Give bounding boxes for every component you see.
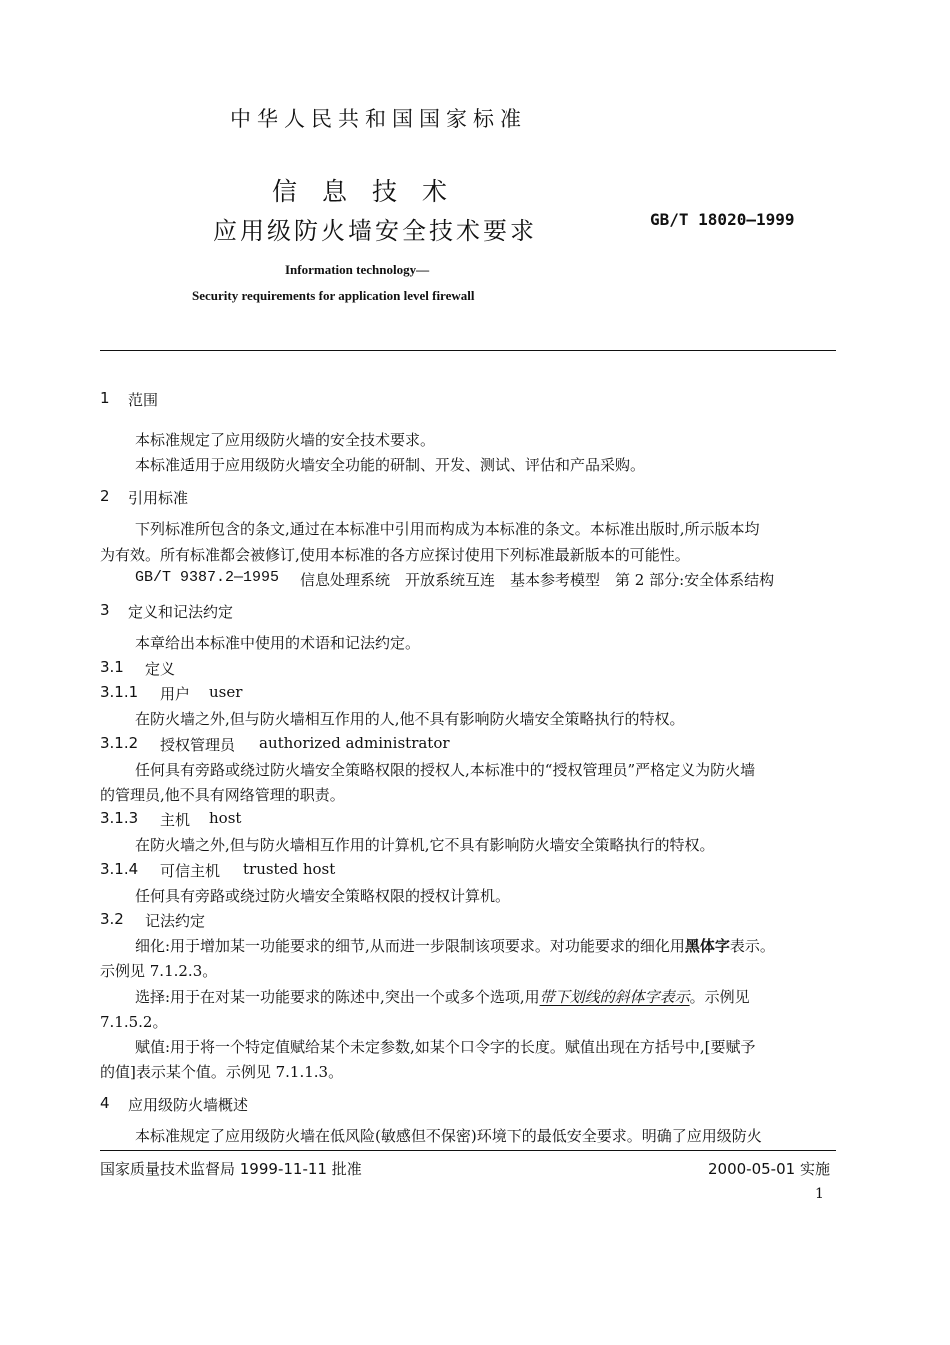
assignment-line-2: 的值]表示某个值。示例见 7.1.1.3。 xyxy=(100,1063,344,1081)
national-standard-heading: 中华人民共和国国家标准 xyxy=(230,107,527,131)
refinement-text: 细化:用于增加某一功能要求的细节,从而进一步限制该项要求。对功能要求的细化用 xyxy=(135,937,685,955)
section-2-paragraph-line-1: 下列标准所包含的条文,通过在本标准中引用而构成为本标准的条文。本标准出版时,所示版本均 xyxy=(135,520,760,538)
term-authorized-administrator-definition-line-1: 任何具有旁路或绕过防火墙安全策略权限的授权人,本标准中的“授权管理员”严格定义为防火墙 xyxy=(135,761,756,779)
header-divider xyxy=(100,350,836,351)
selection-line-1 xyxy=(135,986,750,1007)
refinement-text-end: 表示。 xyxy=(729,937,775,955)
term-host-english: host xyxy=(209,809,242,827)
title-line-2: 应用级防火墙安全技术要求 xyxy=(213,217,537,245)
refinement-bold-term: 黑体字 xyxy=(684,937,730,955)
assignment-line-1: 赋值:用于将一个特定值赋给某个未定参数,如某个口令字的长度。赋值出现在方括号中,[要赋予 xyxy=(135,1038,756,1056)
section-3-1-number: 3.1 xyxy=(100,658,124,676)
term-trusted-host-english: trusted host xyxy=(243,860,336,878)
selection-text: 选择:用于在对某一功能要求的陈述中,突出一个或多个选项,用 xyxy=(135,988,540,1006)
standard-code: GB/T 18020—1999 xyxy=(650,210,795,229)
section-3-1-2-number: 3.1.2 xyxy=(100,734,139,752)
section-4-paragraph: 本标准规定了应用级防火墙在低风险(敏感但不保密)环境下的最低安全要求。明确了应用级防火 xyxy=(135,1127,762,1145)
section-1-number: 1 xyxy=(100,389,110,407)
section-2-title: 引用标准 xyxy=(128,489,189,507)
section-3-intro: 本章给出本标准中使用的术语和记法约定。 xyxy=(135,634,421,652)
term-host-definition: 在防火墙之外,但与防火墙相互作用的计算机,它不具有影响防火墙安全策略执行的特权。 xyxy=(135,836,715,854)
section-1-paragraph-1: 本标准规定了应用级防火墙的安全技术要求。 xyxy=(135,431,436,449)
section-3-number: 3 xyxy=(100,601,110,619)
section-4-title: 应用级防火墙概述 xyxy=(128,1096,249,1114)
section-3-title: 定义和记法约定 xyxy=(128,603,234,621)
selection-text-end: 。示例见 xyxy=(689,988,750,1006)
term-host: 主机 xyxy=(160,811,191,829)
footer-divider xyxy=(100,1150,836,1151)
reference-standard-title: 信息处理系统 开放系统互连 基本参考模型 第 2 部分:安全体系结构 xyxy=(300,571,775,589)
term-user: 用户 xyxy=(160,685,191,703)
section-2-number: 2 xyxy=(100,487,110,505)
term-authorized-administrator-definition-line-2: 的管理员,他不具有网络管理的职责。 xyxy=(100,786,345,804)
section-3-2-title: 记法约定 xyxy=(145,912,206,930)
term-trusted-host: 可信主机 xyxy=(160,862,221,880)
section-3-1-title: 定义 xyxy=(145,660,176,678)
section-1-paragraph-2: 本标准适用于应用级防火墙安全功能的研制、开发、测试、评估和产品采购。 xyxy=(135,456,646,474)
selection-underlined-italic: 带下划线的斜体字表示 xyxy=(539,988,690,1006)
approval-date: 国家质量技术监督局 1999-11-11 批准 xyxy=(100,1160,362,1178)
term-authorized-administrator: 授权管理员 xyxy=(160,736,236,754)
section-4-number: 4 xyxy=(100,1094,110,1112)
effective-date: 2000-05-01 实施 xyxy=(708,1160,830,1178)
title-line-1: 信 息 技 术 xyxy=(272,177,448,206)
reference-standard-code: GB/T 9387.2—1995 xyxy=(135,569,280,586)
page-number: 1 xyxy=(815,1186,824,1202)
term-user-english: user xyxy=(209,683,243,701)
section-3-1-3-number: 3.1.3 xyxy=(100,809,139,827)
english-title-line-2: Security requirements for application level firewall xyxy=(192,288,475,303)
refinement-line-1 xyxy=(135,935,775,956)
refinement-line-2: 示例见 7.1.2.3。 xyxy=(100,962,218,980)
term-trusted-host-definition: 任何具有旁路或绕过防火墙安全策略权限的授权计算机。 xyxy=(135,887,511,905)
section-3-1-4-number: 3.1.4 xyxy=(100,860,139,878)
term-authorized-administrator-english: authorized administrator xyxy=(259,734,450,752)
selection-line-2: 7.1.5.2。 xyxy=(100,1013,168,1031)
section-1-title: 范围 xyxy=(128,391,159,409)
section-2-paragraph-line-2: 为有效。所有标准都会被修订,使用本标准的各方应探讨使用下列标准最新版本的可能性。 xyxy=(100,546,690,564)
section-3-1-1-number: 3.1.1 xyxy=(100,683,139,701)
section-3-2-number: 3.2 xyxy=(100,910,124,928)
term-user-definition: 在防火墙之外,但与防火墙相互作用的人,他不具有影响防火墙安全策略执行的特权。 xyxy=(135,710,685,728)
english-title-line-1: Information technology— xyxy=(285,262,430,277)
